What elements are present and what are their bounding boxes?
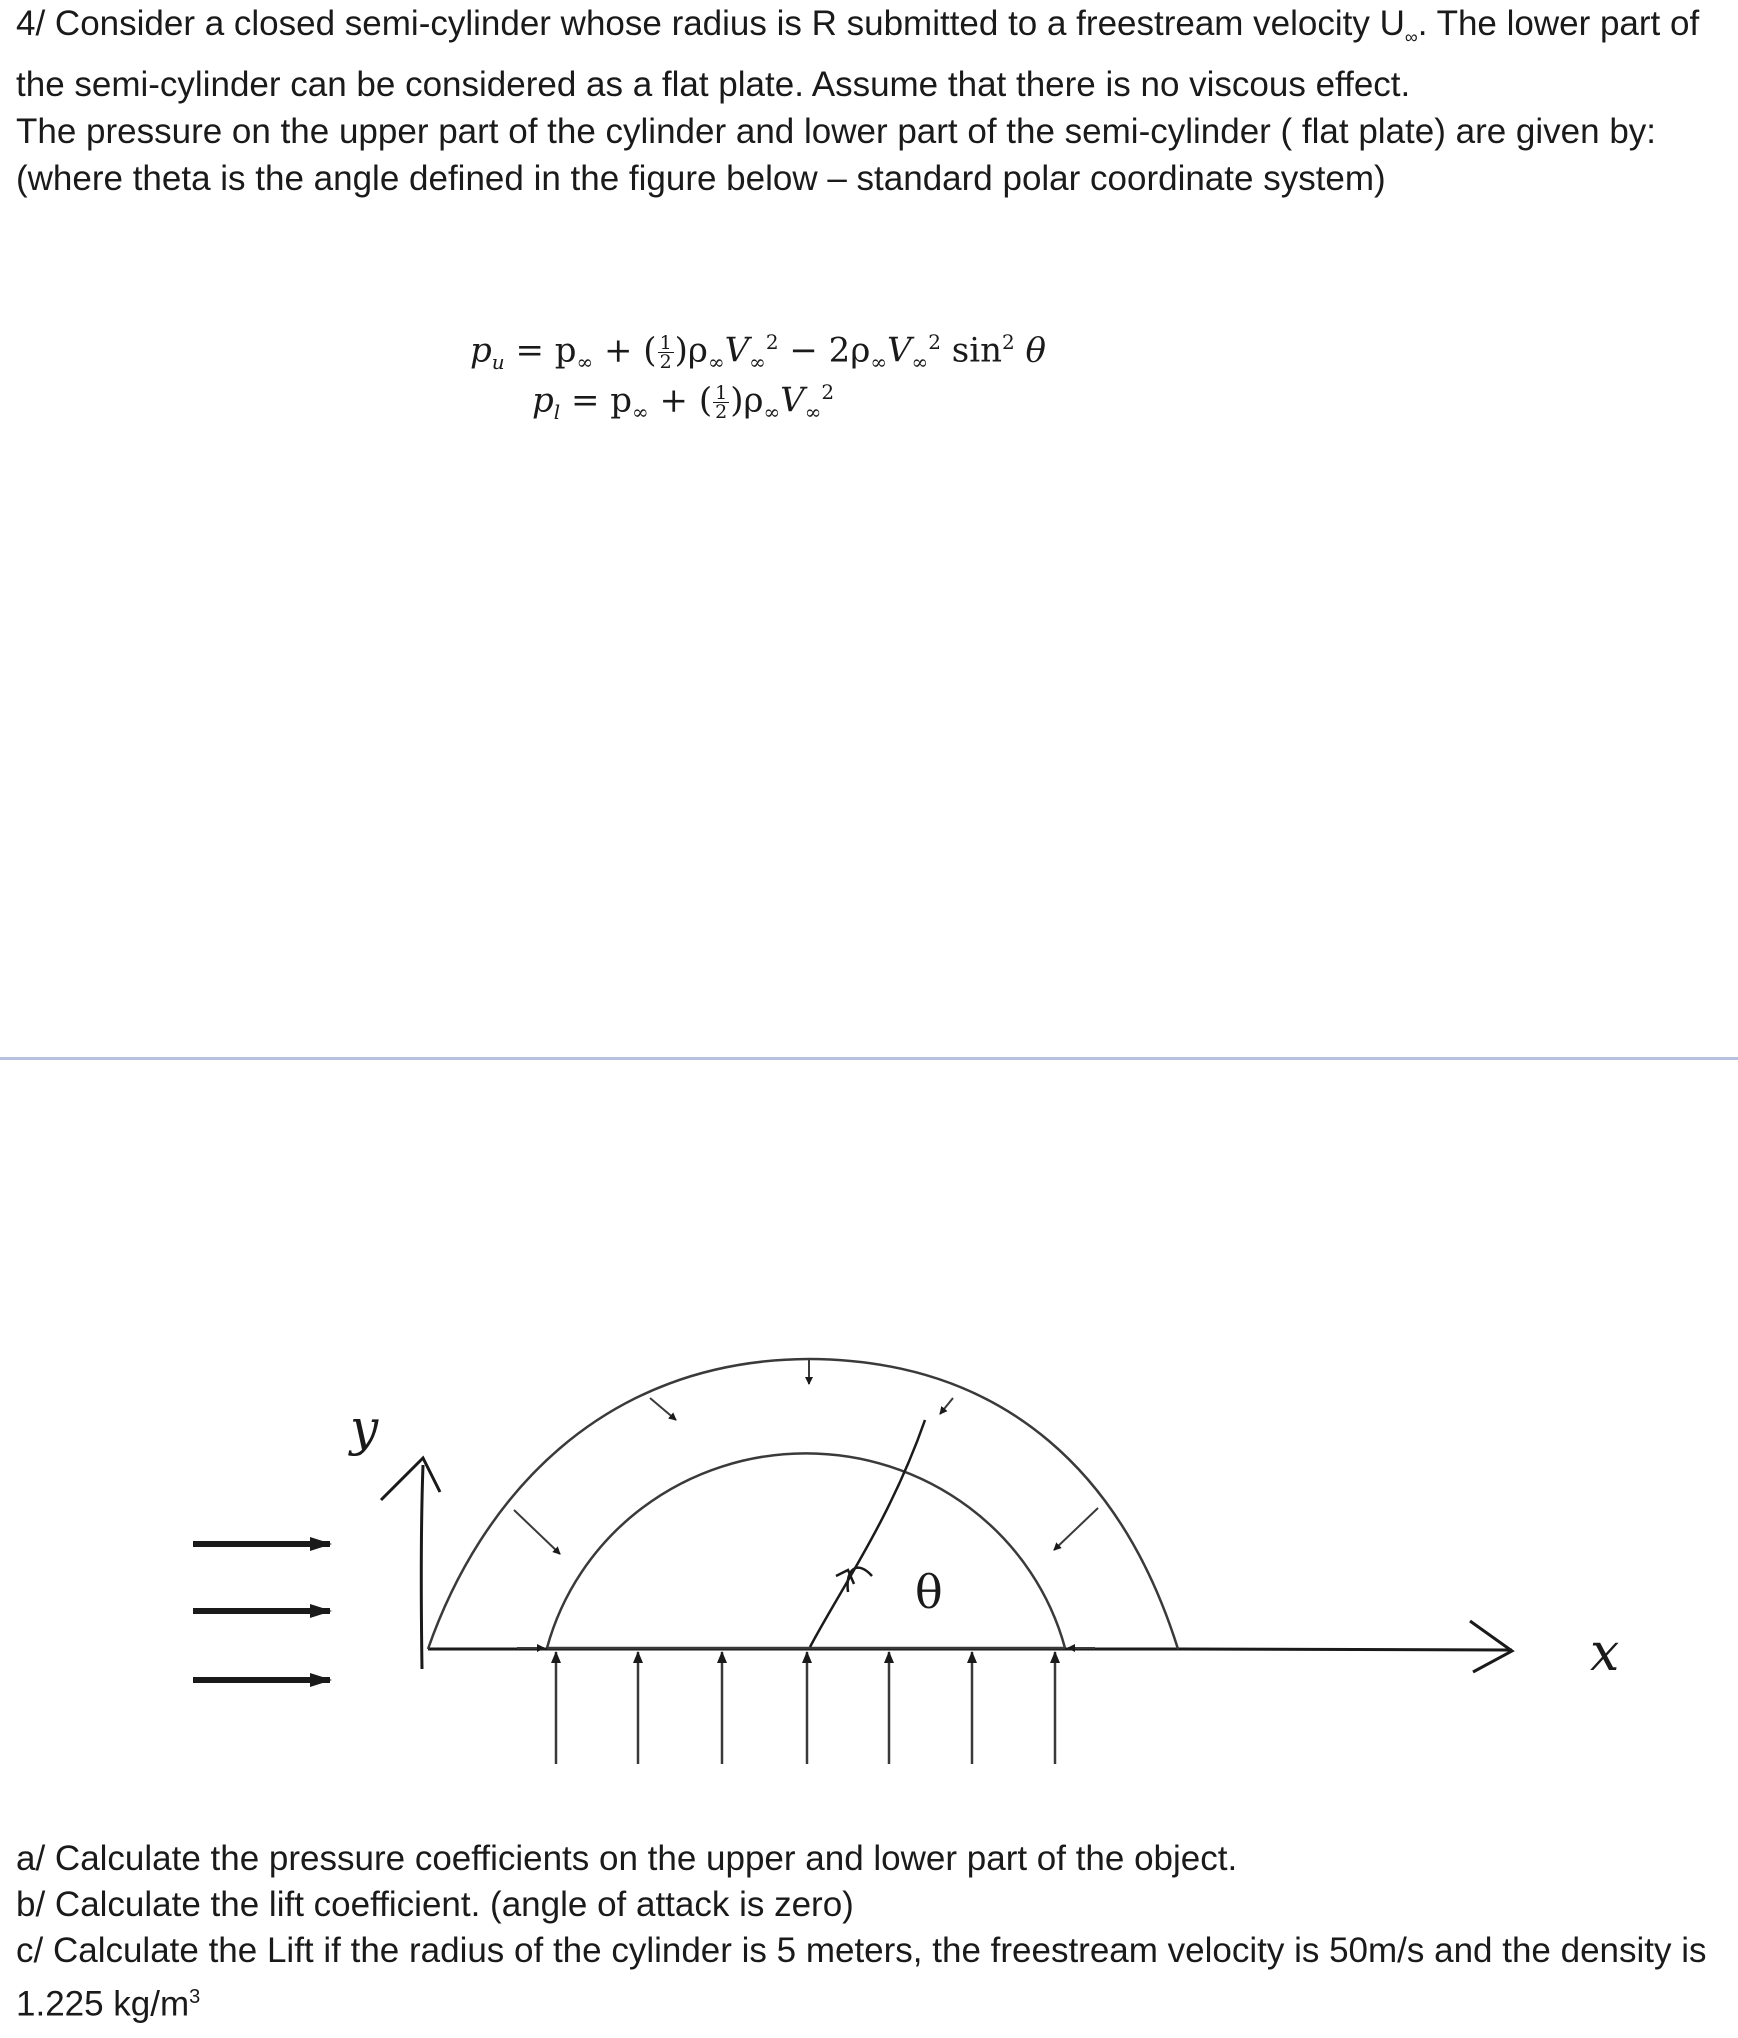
semi-cylinder-surface	[547, 1453, 1065, 1648]
eq-u-inf1: ∞	[576, 350, 594, 375]
lower-pressure-arrows	[556, 1652, 1055, 1764]
eq-u-inf3: ∞	[749, 350, 766, 375]
eq-l-p: p	[532, 380, 554, 421]
eq-u-plus: + (	[593, 330, 657, 371]
eq-u-eq: = p	[504, 330, 577, 371]
question-c	[16, 1928, 1716, 2028]
problem-paragraph-2: The pressure on the upper part of the cylinder and lower part of the semi-cylinder ( flat plate) are given by: (where theta is the angle defined in the figure below – standard polar coordinate system)	[16, 112, 1657, 198]
eq-u-v: V	[724, 330, 750, 371]
y-axis	[421, 1465, 423, 1669]
eq-l-plus: + (	[648, 380, 713, 421]
freestream-subscript: ∞	[1404, 27, 1418, 47]
eq-u-inf5: ∞	[911, 350, 929, 375]
cubic-superscript: 3	[189, 1986, 201, 2008]
eq-l-inf3: ∞	[804, 400, 822, 425]
eq-u-p: p	[470, 330, 492, 371]
eq-l-inf1: ∞	[632, 400, 649, 425]
eq-u-frac-num: 1	[659, 331, 672, 354]
question-a: a/ Calculate the pressure coefficients on the upper and lower part of the object.	[16, 1839, 1238, 1878]
pressure-arrow	[1054, 1508, 1098, 1550]
upper-pressure-arrows	[514, 1360, 1098, 1648]
outer-pressure-envelope	[428, 1359, 1178, 1649]
eq-u-minus: − 2ρ	[778, 330, 871, 371]
eq-u-sq2: 2	[928, 330, 941, 354]
eq-u-frac-den: 2	[659, 350, 672, 373]
problem-para1-text: 4/ Consider a closed semi-cylinder whose radius is R submitted to a freestream velocity U	[16, 4, 1405, 43]
eq-l-frac-den: 2	[715, 400, 728, 423]
freestream-arrows	[193, 1544, 330, 1680]
questions	[16, 1836, 1716, 2028]
question-c-text: c/ Calculate the Lift if the radius of the cylinder is 5 meters, the freestream velocity is 50m/s and the density is 1.225 kg/m	[16, 1931, 1707, 2024]
question-b: b/ Calculate the lift coefficient. (angle of attack is zero)	[16, 1885, 854, 1924]
theta-label: θ	[915, 1565, 943, 1619]
eq-u-inf2: ∞	[707, 350, 725, 375]
x-axis-label: x	[1590, 1623, 1620, 1683]
eq-u-sq3: 2	[1001, 330, 1015, 354]
eq-u-v2: V	[886, 330, 912, 371]
eq-l-inf2: ∞	[763, 400, 781, 425]
y-axis-label: y	[350, 1399, 379, 1457]
eq-u-inf4: ∞	[870, 350, 887, 375]
eq-u-theta: θ	[1014, 330, 1046, 371]
eq-l-v: V	[780, 380, 805, 421]
pressure-arrow	[514, 1510, 560, 1554]
eq-l-frac-num: 1	[715, 381, 728, 404]
eq-l-sq: 2	[821, 380, 835, 404]
eq-u-sub: u	[491, 350, 505, 375]
pressure-arrow	[940, 1398, 953, 1414]
eq-l-rho: )ρ	[730, 380, 764, 421]
x-axis-arrowhead	[1470, 1621, 1512, 1672]
pressure-arrow	[650, 1398, 676, 1420]
eq-l-eq: = p	[560, 380, 633, 421]
problem-para1-rest: . The lower part of the semi-cylinder can be considered as a flat plate. Assume that there is no viscous effect.	[16, 4, 1700, 104]
y-axis-arrowhead	[381, 1458, 440, 1500]
eq-l-sub: l	[553, 400, 561, 425]
eq-u-rho: )ρ	[674, 330, 708, 371]
eq-u-sin: sin	[940, 330, 1002, 371]
eq-u-sq1: 2	[765, 330, 779, 354]
